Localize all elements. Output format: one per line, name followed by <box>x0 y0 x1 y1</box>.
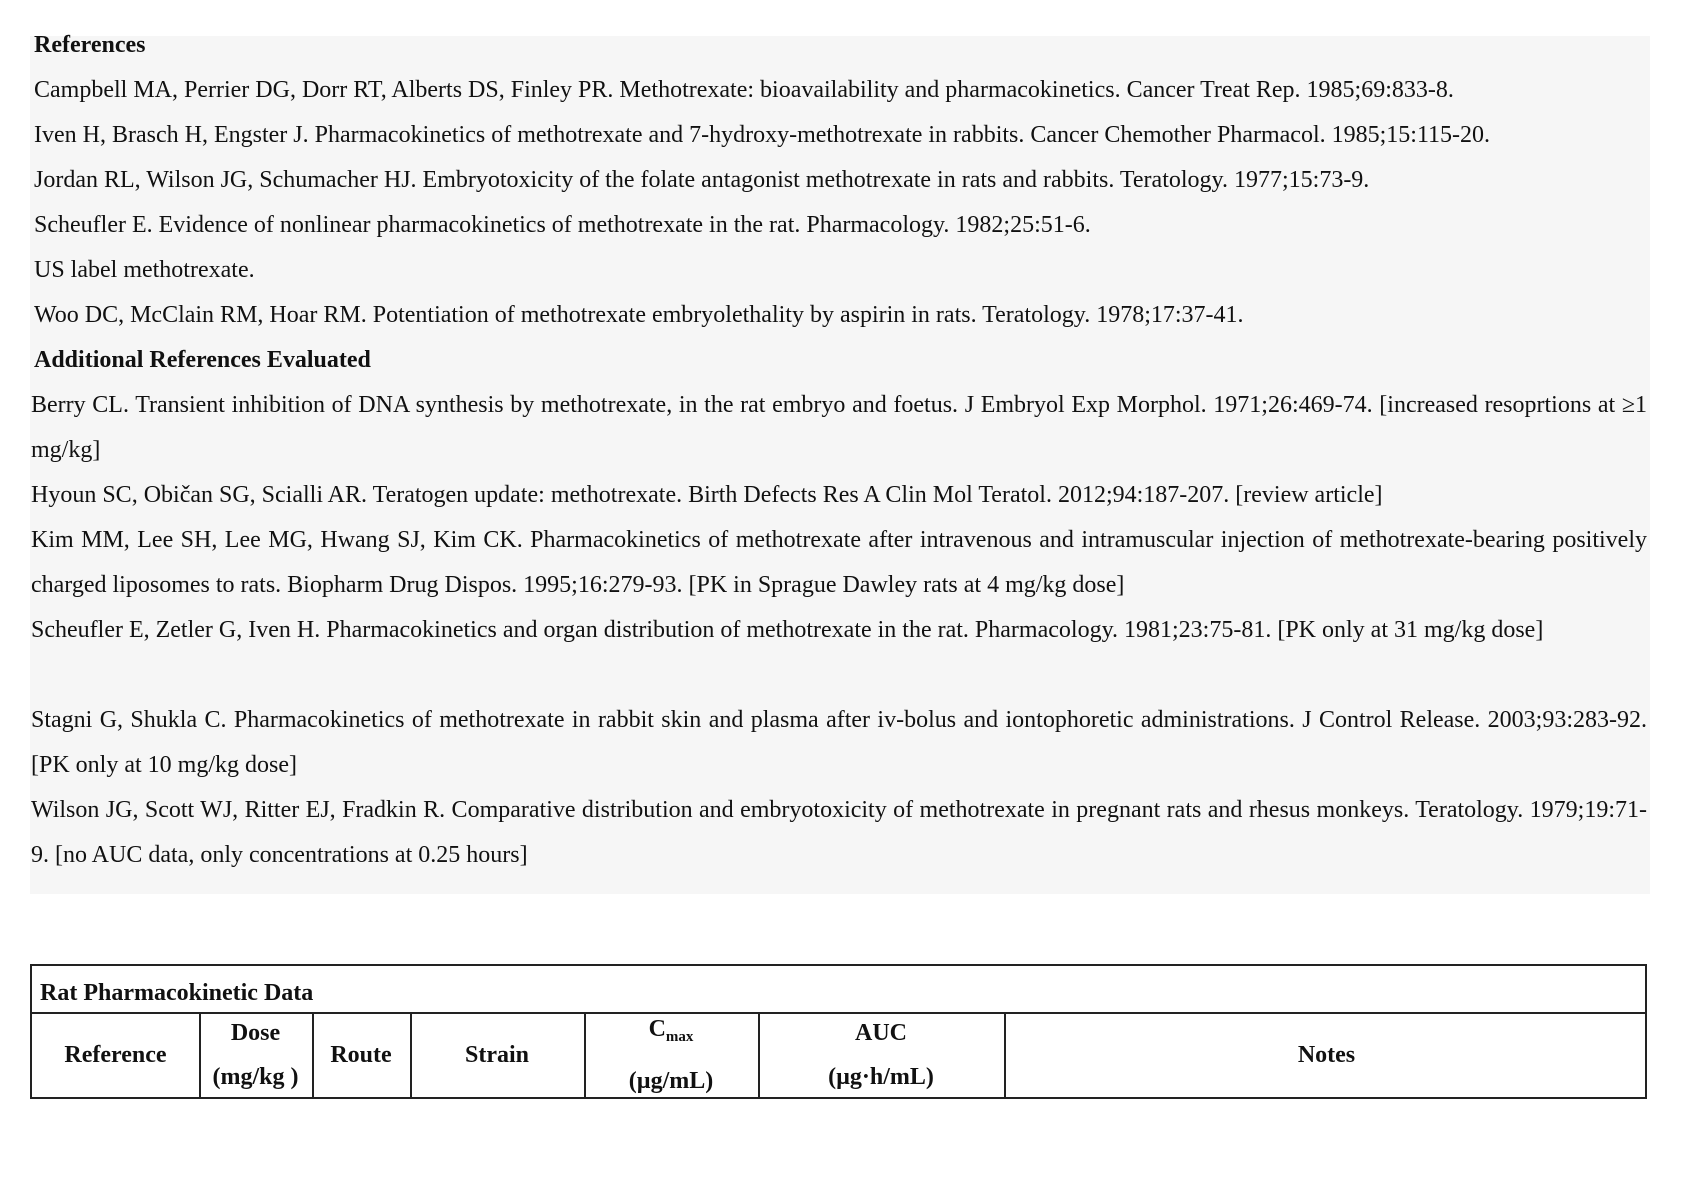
table-title: Rat Pharmacokinetic Data <box>40 980 314 1006</box>
column-header-strain: Strain <box>464 1041 529 1068</box>
column-header-route: Route <box>330 1041 392 1068</box>
auc-label: AUC <box>855 1019 907 1046</box>
cmax-unit: (µg/mL) <box>628 1067 714 1094</box>
column-header-dose <box>199 1012 312 1097</box>
reference-item-us-label: US label methotrexate. <box>34 257 255 283</box>
additional-reference-berry: Berry CL. Transient inhibition of DNA synthesis by methotrexate, in the rat embryo and foetus. J Embryol Exp Morphol. 1971;26:469-74. [increased resoprtions at ≥1 mg/kg] <box>31 392 1647 463</box>
additional-reference-wilson: Wilson JG, Scott WJ, Ritter EJ, Fradkin R. Comparative distribution and embryotoxicity of methotrexate in pregnant rats and rhesus monkeys. Teratology. 1979;19:71-9. [no AUC data, only concentrations at 0.25 hours] <box>31 797 1647 868</box>
rat-pharmacokinetic-data-table <box>30 964 1647 1099</box>
column-header-cmax <box>584 1012 758 1097</box>
reference-item-campbell: Campbell MA, Perrier DG, Dorr RT, Alberts DS, Finley PR. Methotrexate: bioavailability and pharmacokinetics. Cancer Treat Rep. 1985;69:833-8. <box>34 77 1454 103</box>
reference-item-jordan: Jordan RL, Wilson JG, Schumacher HJ. Embryotoxicity of the folate antagonist methotrexate in rats and rabbits. Teratology. 1977;15:73-9. <box>34 167 1370 193</box>
references-heading: References <box>34 32 146 58</box>
additional-references-heading: Additional References Evaluated <box>34 347 371 373</box>
column-header-auc <box>758 1012 1004 1097</box>
additional-reference-stagni: Stagni G, Shukla C. Pharmacokinetics of methotrexate in rabbit skin and plasma after iv-bolus and iontophoretic administrations. J Control Release. 2003;93:283-92. [PK only at 10 mg/kg dose] <box>31 707 1647 778</box>
additional-reference-kim: Kim MM, Lee SH, Lee MG, Hwang SJ, Kim CK. Pharmacokinetics of methotrexate after intravenous and intramuscular injection of methotrexate-bearing positively charged liposomes to rats. Biopharm Drug Dispos. 1995;16:279-93. [PK in Sprague Dawley rats at 4 mg/kg dose] <box>31 527 1647 598</box>
column-header-notes: Notes <box>1297 1041 1356 1068</box>
additional-reference-scheufler-zetler: Scheufler E, Zetler G, Iven H. Pharmacokinetics and organ distribution of methotrexate in the rat. Pharmacology. 1981;23:75-81. [PK only at 31 mg/kg dose] <box>31 617 1544 643</box>
cmax-label: $C_{max}$ <box>648 1015 694 1045</box>
reference-item-scheufler: Scheufler E. Evidence of nonlinear pharmacokinetics of methotrexate in the rat. Pharmacology. 1982;25:51-6. <box>34 212 1091 238</box>
reference-item-woo: Woo DC, McClain RM, Hoar RM. Potentiation of methotrexate embryolethality by aspirin in rats. Teratology. 1978;17:37-41. <box>34 302 1244 328</box>
references-section <box>30 32 1650 894</box>
additional-reference-hyoun: Hyoun SC, Običan SG, Scialli AR. Teratogen update: methotrexate. Birth Defects Res A Clin Mol Teratol. 2012;94:187-207. [review article] <box>31 482 1383 508</box>
column-header-reference: Reference <box>64 1041 167 1068</box>
auc-unit: (µg·h/mL) <box>828 1063 934 1090</box>
dose-label: Dose <box>230 1019 281 1046</box>
reference-item-iven: Iven H, Brasch H, Engster J. Pharmacokinetics of methotrexate and 7-hydroxy-methotrexate in rabbits. Cancer Chemother Pharmacol. 1985;15:115-20. <box>34 122 1491 148</box>
dose-unit: (mg/kg ) <box>212 1063 299 1090</box>
